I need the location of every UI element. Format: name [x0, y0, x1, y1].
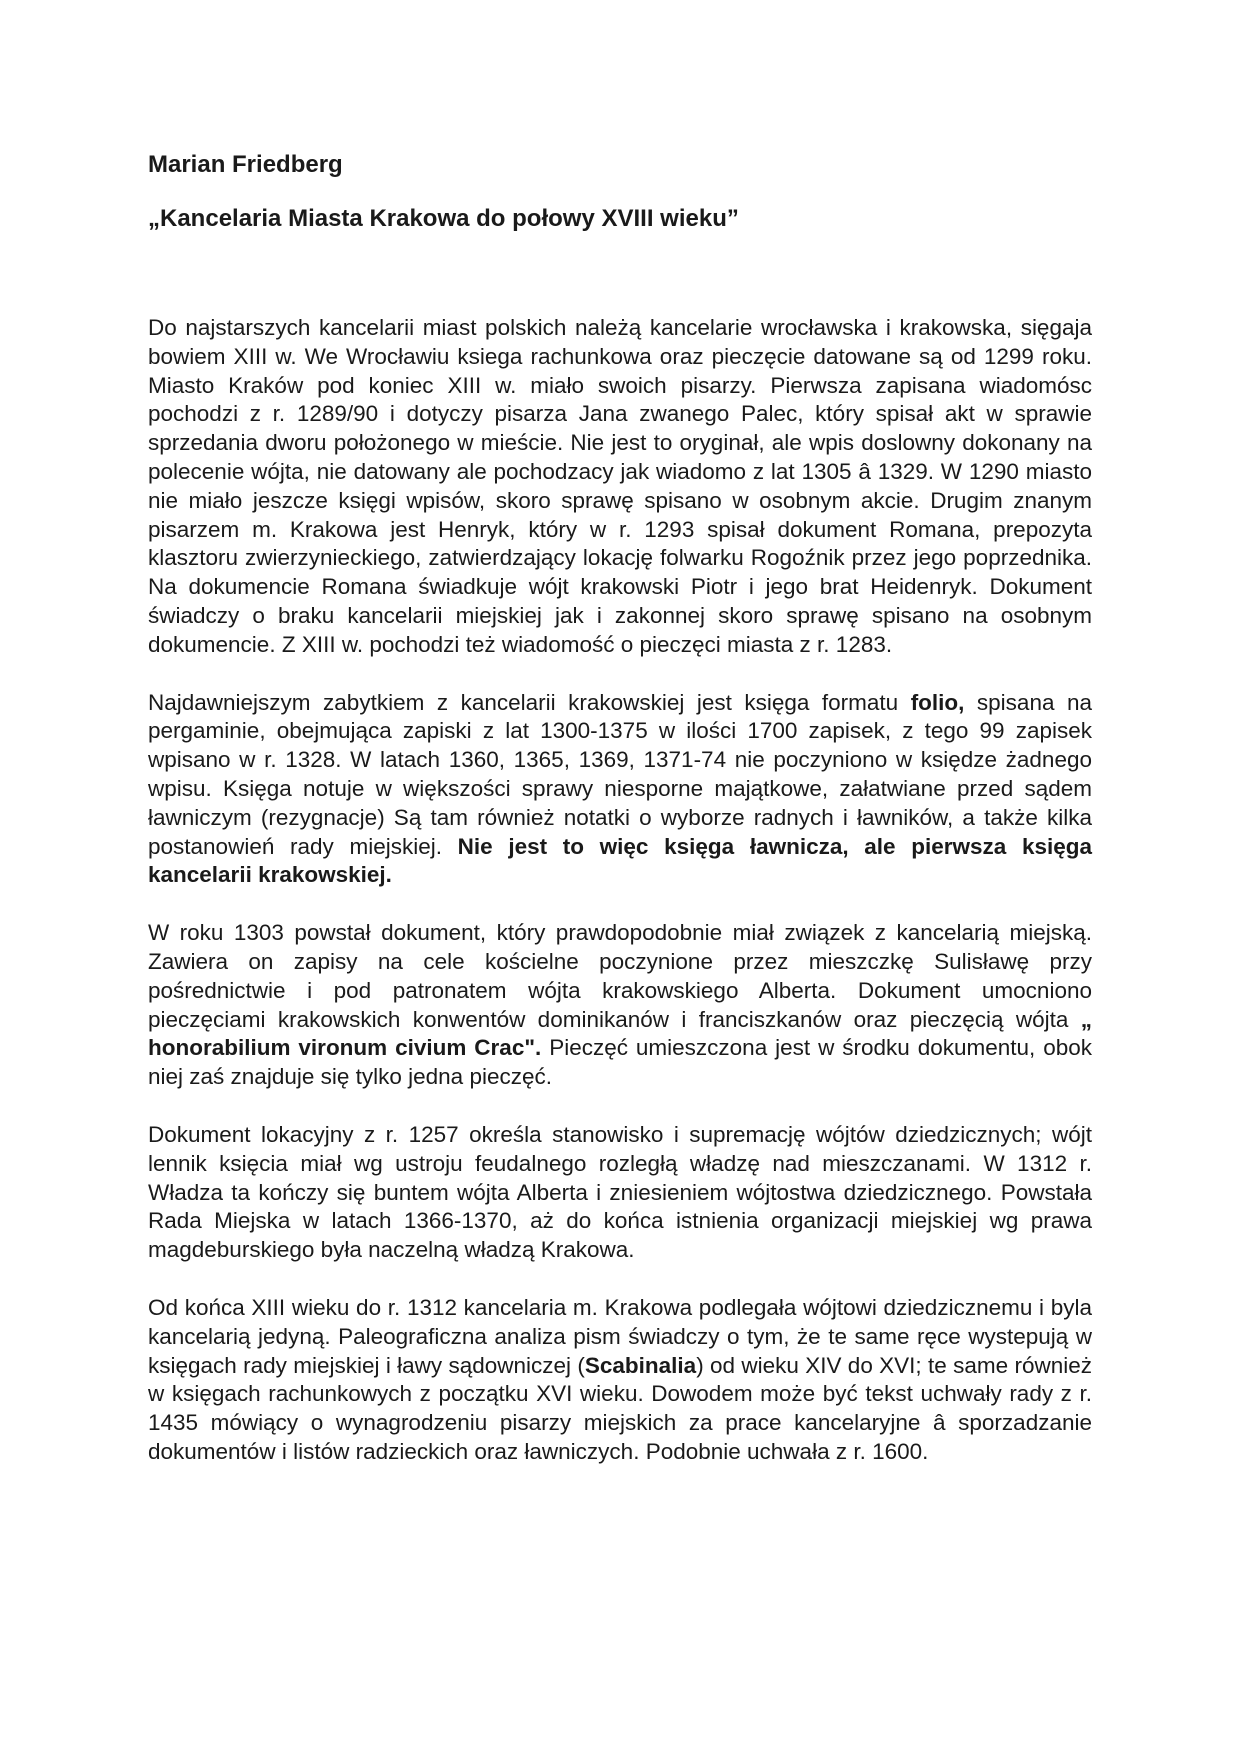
document-page: [148, 148, 1092, 1496]
paragraph-text: W roku 1303 powstał dokument, który prawdopodobnie miał związek z kancelarią miejską. Zawiera on zapisy na cele kościelne poczynione przez mieszczkę Sulisławę przy pośrednictwie i pod patronatem wójta krakowskiego Alberta. Dokument umocniono pieczęciami krakowskich konwentów dominikanów i franciszkanów oraz pieczęcią wójta: [148, 920, 1092, 1032]
paragraph-text: Do najstarszych kancelarii miast polskich należą kancelarie wrocławska i krakowska, sięgaja bowiem XIII w. We Wrocławiu ksiega rachunkowa oraz pieczęcie datowane są od 1299 roku. Miasto Kraków pod koniec XIII w. miało swoich pisarzy. Pierwsza zapisana wiadomósc pochodzi z r. 1289/90 i dotyczy pisarza Jana zwanego Palec, który spisał akt w sprawie sprzedania dworu położonego w mieście. Nie jest to oryginał, ale wpis doslowny dokonany na polecenie wójta, nie datowany ale pochodzacy jak wiadomo z lat 1305 â 1329. W 1290 miasto nie miało jeszcze księgi wpisów, skoro sprawę spisano w osobnym akcie. Drugim znanym pisarzem m. Krakowa jest Henryk, który w r. 1293 spisał dokument Romana, prepozyta klasztoru zwierzynieckiego, zatwierdzający lokację folwarku Rogoźnik przez jego poprzednika. Na dokumencie Romana świadkuje wójt krakowski Piotr i jego brat Heidenryk. Dokument świadczy o braku kancelarii miejskiej jak i zakonnej skoro sprawę spisano na osobnym dokumencie. Z XIII w. pochodzi też wiadomość o pieczęci miasta z r. 1283.: [148, 315, 1092, 657]
document-title: „Kancelaria Miasta Krakowa do połowy XVIII wieku”: [148, 205, 739, 232]
paragraph-text: ) od wieku XIV do XVI; te same również w księgach rachunkowych z początku XVI wieku. Dowodem może być tekst uchwały rady z r. 1435 mówiący o wynagrodzeniu pisarzy miejskich za prace kancelaryjne â sporzadzanie dokumentów i listów radzieckich oraz ławniczych. Podobnie uchwała z r. 1600.: [148, 1352, 1092, 1464]
paragraph-text: spisana na pergaminie, obejmująca zapiski z lat 1300-1375 w ilości 1700 zapisek, z tego 99 zapisek wpisano w r. 1328. W latach 1360, 1365, 1369, 1371-74 nie poczyniono w księdze żadnego wpisu. Księga notuje w większości sprawy niesporne majątkowe, załatwiane przed sądem ławniczym (rezygnacje) Są tam również notatki o wyborze radnych i ławników, a także kilka postanowień rady miejskiej.: [148, 689, 1092, 859]
paragraph-2: [148, 689, 1092, 891]
paragraph-4: [148, 1121, 1092, 1265]
paragraph-5: [148, 1294, 1092, 1467]
paragraph-text: Pieczęć umieszczona jest w środku dokumentu, obok niej zaś znajduje się tylko jedna pieczęć.: [148, 1035, 1092, 1090]
paragraph-text: Najdawniejszym zabytkiem z kancelarii krakowskiej jest księga formatu: [148, 689, 911, 715]
bold-text: folio,: [910, 689, 965, 715]
author-name: Marian Friedberg: [148, 151, 343, 178]
paragraph-3: [148, 919, 1092, 1092]
paragraph-1: [148, 314, 1092, 660]
paragraph-text: Dokument lokacyjny z r. 1257 określa stanowisko i supremację wójtów dziedzicznych; wójt lennik księcia miał wg ustroju feudalnego rozległą władzę nad mieszczanami. W 1312 r. Władza ta kończy się buntem wójta Alberta i zniesieniem wójtostwa dziedzicznego. Powstała Rada Miejska w latach 1366-1370, aż do końca istnienia organizacji miejskiej wg prawa magdeburskiego była naczelną władzą Krakowa.: [148, 1121, 1092, 1263]
paragraph-text: Od końca XIII wieku do r. 1312 kancelaria m. Krakowa podlegała wójtowi dziedzicznemu i byla kancelarią jedyną. Paleograficzna analiza pism świadczy o tym, że te same ręce wystepują w księgach rady miejskiej i ławy sądowniczej (: [148, 1294, 1092, 1378]
bold-text: „ honorabilium vironum civium Crac".: [148, 1006, 1092, 1061]
bold-text: Scabinalia: [584, 1352, 697, 1378]
bold-text: Nie jest to więc księga ławnicza, ale pierwsza księga kancelarii krakowskiej.: [148, 833, 1092, 888]
